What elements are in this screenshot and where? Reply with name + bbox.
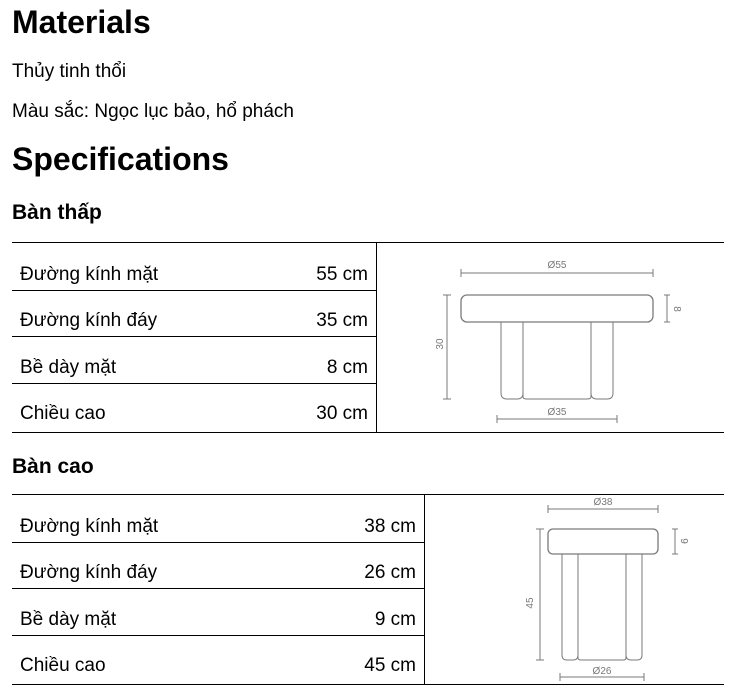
- table-row: [12, 383, 376, 430]
- row-label: Bề dày mặt: [20, 608, 117, 630]
- row-label: Chiều cao: [20, 655, 106, 676]
- thickness-label: 8: [671, 306, 682, 312]
- base-diameter-label: Ø26: [592, 666, 612, 677]
- table-row: [12, 336, 376, 383]
- row-label: Chiều cao: [20, 403, 106, 424]
- row-value: 26 cm: [364, 562, 416, 583]
- row-label: Đường kính mặt: [20, 515, 159, 537]
- row-label: Đường kính mặt: [20, 263, 159, 285]
- row-value: 35 cm: [316, 310, 368, 331]
- table-row: [12, 495, 424, 542]
- row-value: 38 cm: [364, 515, 416, 537]
- thickness-label: 9: [678, 538, 689, 544]
- low-table-diagram: [377, 243, 724, 432]
- table-row: [12, 542, 424, 589]
- height-label: 30: [435, 338, 446, 350]
- table-row: [12, 635, 424, 682]
- high-table-title: Bàn cao: [12, 455, 94, 478]
- specifications-heading: Specifications: [12, 141, 229, 177]
- table-row: [12, 588, 424, 635]
- low-table-rows: [12, 243, 377, 432]
- top-diameter-label: Ø55: [547, 260, 567, 271]
- row-value: 9 cm: [374, 608, 416, 630]
- high-table-rows: [12, 495, 425, 684]
- high-table-drawing: [425, 495, 724, 684]
- height-label: 45: [525, 597, 536, 609]
- row-value: 45 cm: [364, 655, 416, 676]
- row-label: Đường kính đáy: [20, 562, 158, 583]
- low-table-title: Bàn thấp: [12, 201, 102, 224]
- low-table-drawing: [377, 243, 724, 432]
- top-diameter-label: Ø38: [593, 497, 613, 508]
- material-text: Thủy tinh thổi: [12, 61, 127, 82]
- low-table-spec: [12, 242, 724, 433]
- colors-text: Màu sắc: Ngọc lục bảo, hổ phách: [12, 101, 295, 122]
- table-row: [12, 290, 376, 337]
- materials-heading: Materials: [12, 4, 151, 40]
- table-row: [12, 243, 376, 290]
- row-value: 55 cm: [316, 263, 368, 285]
- base-diameter-label: Ø35: [547, 407, 567, 418]
- high-table-spec: [12, 494, 724, 685]
- row-value: 30 cm: [316, 403, 368, 424]
- row-label: Đường kính đáy: [20, 310, 158, 331]
- row-value: 8 cm: [326, 356, 368, 378]
- high-table-diagram: [425, 495, 724, 684]
- row-label: Bề dày mặt: [20, 356, 117, 378]
